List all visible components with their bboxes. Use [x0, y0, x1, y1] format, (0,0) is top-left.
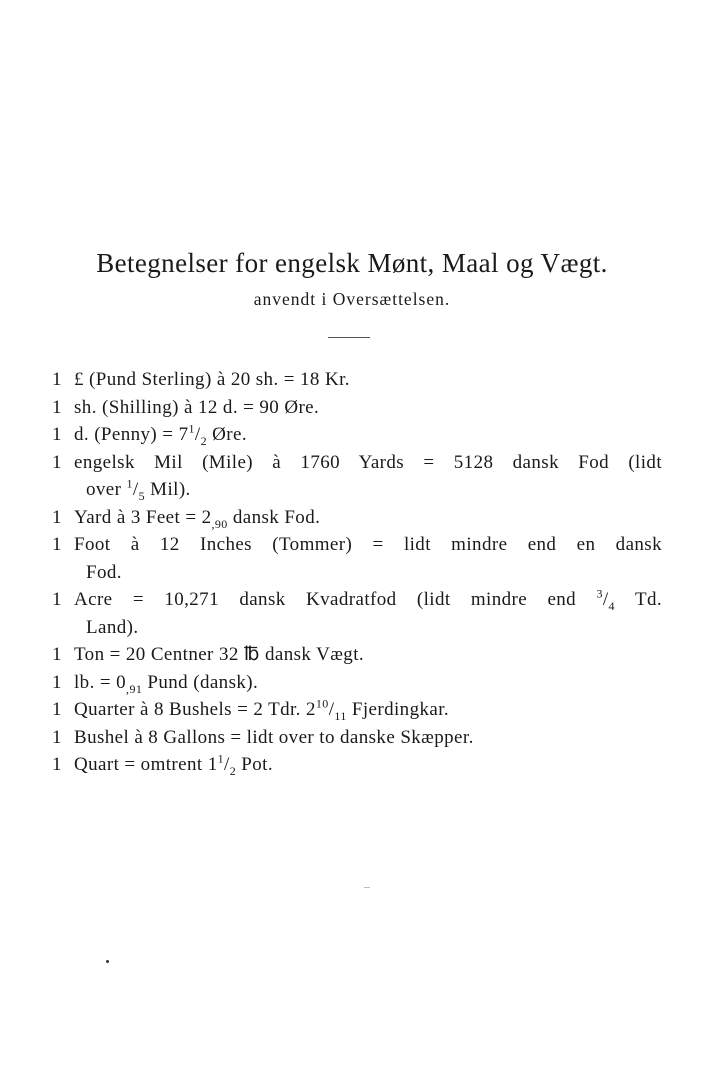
list-item: 1 d. (Penny) = $7^1/_2$ Øre. — [52, 421, 247, 448]
list-item: 1 Quart = omtrent $1^1/_2$ Pot. — [52, 751, 273, 778]
ink-dot — [106, 960, 109, 963]
divider — [328, 337, 370, 338]
page-subtitle: anvendt i Oversættelsen. — [253, 289, 451, 309]
list-item: 1 Foot à 12 Inches (Tommer) = lidt mindre end en dansk Fod. — [52, 534, 662, 583]
list-item: 1 £ (Pund Sterling) à 20 sh. = 18 Kr. — [52, 369, 350, 390]
list-item: 1 engelsk Mil (Mile) à 1760 Yards = 5128 dansk Fod (lidt over $^1/_5$ Mil). — [52, 451, 662, 503]
list-item: 1 Acre = 10,271 dansk Kvadratfod (lidt mindre end $^3/_4$ Td. Land). — [52, 586, 662, 638]
list-item: 1 Ton = 20 Centner 32 ℔ dansk Vægt. — [52, 644, 365, 665]
list-item: 1 Yard à 3 Feet = $2_{,90}$ dansk Fod. — [52, 506, 321, 531]
list-item: 1 lb. = $0_{,91}$ Pund (dansk). — [52, 671, 259, 696]
conversion-list — [52, 366, 662, 779]
list-item: 1 Quarter à 8 Bushels = 2 Tdr. $2^{10}/_{11}$ Fjerdingkar. — [52, 696, 450, 723]
mark — [364, 887, 370, 888]
list-item: 1 Bushel à 8 Gallons = lidt over to danske Skæpper. — [52, 726, 474, 748]
page-title: Betegnelser for engelsk Mønt, Maal og Vægt. — [96, 248, 608, 278]
list-item: 1 sh. (Shilling) à 12 d. = 90 Øre. — [52, 396, 320, 418]
